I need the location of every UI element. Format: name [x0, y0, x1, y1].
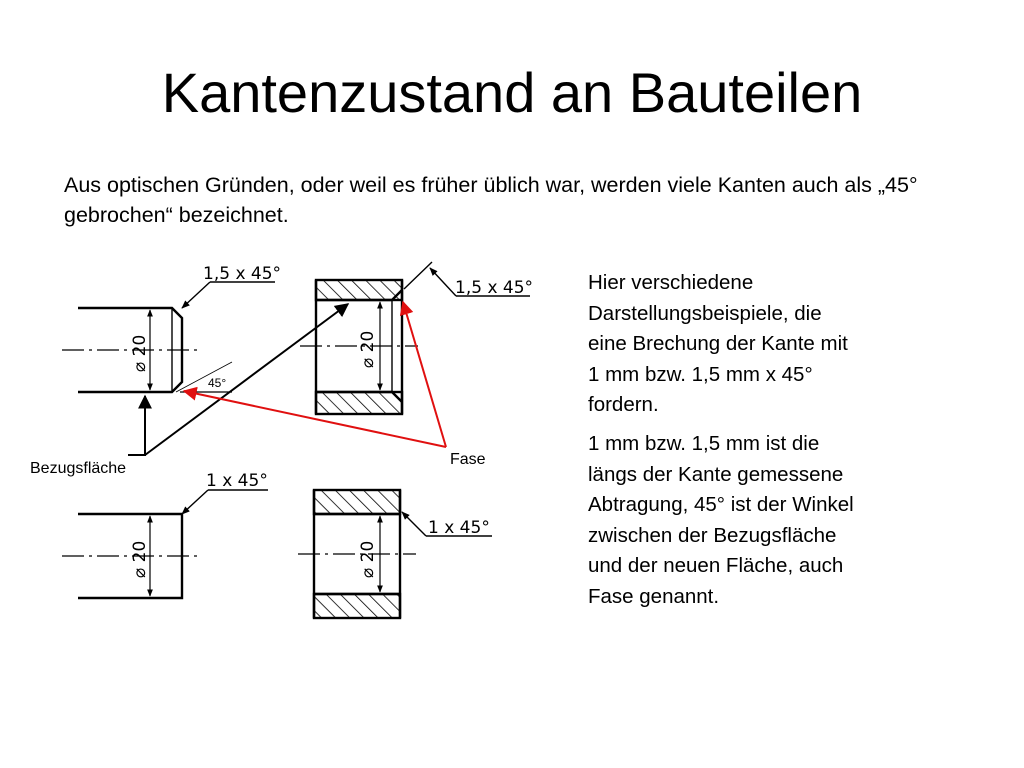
reference-surface-label: Bezugsfläche	[30, 460, 127, 477]
explanation-paragraph-2: 1 mm bzw. 1,5 mm ist die längs der Kante gemessene Abtragung, 45° ist der Winkel zwischen der Bezugsfläche und der neuen Fläche, auch Fase genannt.	[588, 431, 854, 608]
diameter-label-4: ⌀ 20	[358, 540, 378, 578]
diameter-label-2: ⌀ 20	[358, 330, 378, 368]
shaft-chamfered	[62, 282, 275, 392]
angle-label: 45°	[208, 376, 227, 390]
dimension-label-bottom-right: 1 x 45°	[428, 518, 490, 538]
diameter-label-3: ⌀ 20	[130, 540, 150, 578]
dimension-label-top-left: 1,5 x 45°	[203, 264, 282, 284]
diameter-label-1: ⌀ 20	[130, 334, 150, 372]
chamfer-label: Fase	[450, 451, 486, 468]
explanation-paragraph-1: Hier verschiedene Darstellungsbeispiele, die eine Brechung der Kante mit 1 mm bzw. 1,5 mm x 45° fordern.	[588, 271, 848, 417]
dimension-label-bottom-left: 1 x 45°	[206, 471, 268, 491]
explanation-text	[588, 268, 863, 621]
shaft-broken-edge	[62, 490, 268, 598]
intro-text: Aus optischen Gründen, oder weil es früher üblich war, werden viele Kanten auch als „45° gebrochen“ bezeichnet.	[64, 173, 918, 227]
bore-section-broken-edge	[298, 490, 492, 618]
dimension-label-top-right: 1,5 x 45°	[455, 278, 534, 298]
slide-title: Kantenzustand an Bauteilen	[161, 61, 863, 124]
